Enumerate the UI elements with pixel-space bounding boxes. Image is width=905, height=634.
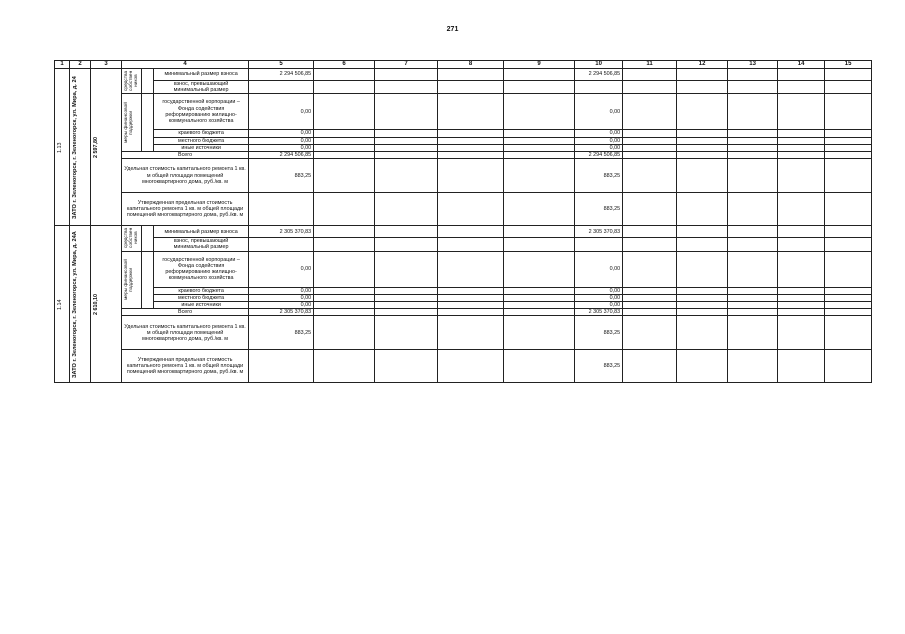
- empty-cell-col-12: [677, 287, 728, 294]
- empty-cell-col-15: [825, 144, 872, 151]
- col-header: 14: [778, 61, 825, 69]
- empty-cell-col-9: [504, 301, 575, 308]
- empty-cell-col-6: [314, 193, 375, 226]
- empty-cell-col-15: [825, 80, 872, 93]
- empty-cell-col-12: [677, 80, 728, 93]
- row-number: [55, 68, 70, 225]
- col-header: 4: [122, 61, 249, 69]
- empty-cell-col-8: [438, 130, 504, 137]
- empty-cell-col-8: [438, 226, 504, 238]
- empty-cell-col-12: [677, 316, 728, 350]
- empty-cell-col-13: [728, 226, 778, 238]
- table-row: [55, 316, 872, 350]
- empty-cell-col-9: [504, 80, 575, 93]
- empty-cell-col-7: [375, 294, 438, 301]
- empty-cell-col-7: [375, 316, 438, 350]
- empty-cell-col-12: [677, 68, 728, 80]
- unit-cost-label: Удельная стоимость капитального ремонта 1 кв. м общей площади помещений многоквартирного дома, руб./кв. м: [122, 316, 249, 350]
- empty-cell-col-15: [825, 193, 872, 226]
- row-number-text: 1.13: [57, 141, 63, 153]
- empty-cell-col-12: [677, 94, 728, 130]
- empty-cell-col-12: [677, 238, 728, 251]
- support-label-text: меры финансовой поддержки: [124, 259, 135, 301]
- empty-cell-col-6: [314, 130, 375, 137]
- total-label: Всего: [122, 151, 249, 158]
- empty-cell-col-7: [375, 350, 438, 383]
- support-spacer: [142, 94, 154, 152]
- address: [70, 68, 91, 225]
- empty-cell-col-9: [504, 94, 575, 130]
- empty-cell-col-13: [728, 137, 778, 144]
- regional-c10: 0,00: [575, 287, 623, 294]
- empty-cell-col-5: [249, 80, 314, 93]
- empty-cell-col-11: [623, 80, 677, 93]
- own-funds-label-text: средства собствен ников: [124, 70, 140, 92]
- empty-cell-col-14: [778, 301, 825, 308]
- empty-cell-col-11: [623, 144, 677, 151]
- min-contribution-c10: 2 305 370,83: [575, 226, 623, 238]
- state-corp-c10: 0,00: [575, 251, 623, 287]
- empty-cell-col-11: [623, 159, 677, 193]
- row-number-text: 1.14: [57, 298, 63, 310]
- area-text: 2 597,80: [93, 136, 99, 158]
- empty-cell-col-6: [314, 294, 375, 301]
- empty-cell-col-14: [778, 151, 825, 158]
- limit-cost-c10: 883,25: [575, 350, 623, 383]
- empty-cell-col-7: [375, 144, 438, 151]
- empty-cell-col-9: [504, 151, 575, 158]
- area: [91, 68, 122, 225]
- empty-cell-col-6: [314, 137, 375, 144]
- local-c10: 0,00: [575, 294, 623, 301]
- empty-cell-col-14: [778, 137, 825, 144]
- min-contribution-c5: 2 294 506,85: [249, 68, 314, 80]
- total-c10: 2 294 506,85: [575, 151, 623, 158]
- empty-cell-col-15: [825, 350, 872, 383]
- empty-cell-col-8: [438, 159, 504, 193]
- empty-cell-col-6: [314, 159, 375, 193]
- table-row: [55, 68, 872, 80]
- empty-cell-col-8: [438, 294, 504, 301]
- empty-cell-col-15: [825, 94, 872, 130]
- table-row: [55, 301, 872, 308]
- min-contribution-c10: 2 294 506,85: [575, 68, 623, 80]
- own-funds-label: [122, 226, 142, 251]
- empty-cell-col-7: [375, 251, 438, 287]
- address: [70, 226, 91, 383]
- empty-cell-col-9: [504, 287, 575, 294]
- empty-cell-col-8: [438, 251, 504, 287]
- empty-cell-col-8: [438, 94, 504, 130]
- empty-cell-col-8: [438, 144, 504, 151]
- address-text: ЗАТО г. Зеленогорск, г. Зеленогорск, ул. Мира, д. 24А: [72, 230, 78, 378]
- empty-cell-col-15: [825, 151, 872, 158]
- empty-cell-col-8: [438, 151, 504, 158]
- empty-cell-col-6: [314, 350, 375, 383]
- empty-cell-col-15: [825, 130, 872, 137]
- min-contribution-c5: 2 305 370,83: [249, 226, 314, 238]
- empty-cell-col-10: [575, 80, 623, 93]
- empty-cell-col-6: [314, 144, 375, 151]
- empty-cell-col-11: [623, 251, 677, 287]
- empty-cell-col-12: [677, 193, 728, 226]
- empty-cell-col-13: [728, 251, 778, 287]
- empty-cell-col-13: [728, 94, 778, 130]
- limit-cost-label: Утвержденная предельная стоимость капитального ремонта 1 кв. м общей площади помещений многоквартирного дома, руб./кв. м: [122, 350, 249, 383]
- empty-cell-col-5: [249, 350, 314, 383]
- table-row: [55, 238, 872, 251]
- empty-cell-col-9: [504, 309, 575, 316]
- empty-cell-col-7: [375, 130, 438, 137]
- table-row: [55, 226, 872, 238]
- local-label: местного бюджета: [154, 294, 249, 301]
- empty-cell-col-15: [825, 238, 872, 251]
- empty-cell-col-15: [825, 137, 872, 144]
- empty-cell-col-6: [314, 301, 375, 308]
- empty-cell-col-5: [249, 238, 314, 251]
- empty-cell-col-7: [375, 238, 438, 251]
- empty-cell-col-9: [504, 144, 575, 151]
- regional-label: краевого бюджета: [154, 287, 249, 294]
- empty-cell-col-6: [314, 251, 375, 287]
- local-c10: 0,00: [575, 137, 623, 144]
- local-c5: 0,00: [249, 294, 314, 301]
- empty-cell-col-14: [778, 294, 825, 301]
- empty-cell-col-6: [314, 68, 375, 80]
- empty-cell-col-12: [677, 251, 728, 287]
- area-text: 2 610,10: [93, 293, 99, 315]
- empty-cell-col-9: [504, 350, 575, 383]
- empty-cell-col-14: [778, 287, 825, 294]
- empty-cell-col-6: [314, 80, 375, 93]
- min-contribution-label: минимальный размер взноса: [154, 226, 249, 238]
- empty-cell-col-13: [728, 151, 778, 158]
- empty-cell-col-6: [314, 226, 375, 238]
- empty-cell-col-9: [504, 251, 575, 287]
- col-header: 6: [314, 61, 375, 69]
- table-row: [55, 94, 872, 130]
- empty-cell-col-11: [623, 137, 677, 144]
- header-row: [55, 61, 872, 69]
- col-header: 1: [55, 61, 70, 69]
- empty-cell-col-13: [728, 309, 778, 316]
- empty-cell-col-14: [778, 316, 825, 350]
- support-label: [122, 251, 142, 309]
- col-header: 2: [70, 61, 91, 69]
- empty-cell-col-15: [825, 251, 872, 287]
- col-header: 7: [375, 61, 438, 69]
- empty-cell-col-12: [677, 294, 728, 301]
- empty-cell-col-14: [778, 193, 825, 226]
- own-funds-label: [122, 68, 142, 93]
- empty-cell-col-13: [728, 159, 778, 193]
- unit-cost-c5: 883,25: [249, 316, 314, 350]
- support-spacer: [142, 251, 154, 309]
- empty-cell-col-13: [728, 238, 778, 251]
- empty-cell-col-11: [623, 350, 677, 383]
- empty-cell-col-11: [623, 130, 677, 137]
- empty-cell-col-8: [438, 68, 504, 80]
- empty-cell-col-11: [623, 294, 677, 301]
- empty-cell-col-12: [677, 226, 728, 238]
- empty-cell-col-14: [778, 80, 825, 93]
- limit-cost-label: Утвержденная предельная стоимость капитального ремонта 1 кв. м общей площади помещений многоквартирного дома, руб./кв. м: [122, 193, 249, 226]
- empty-cell-col-9: [504, 316, 575, 350]
- empty-cell-col-6: [314, 151, 375, 158]
- empty-cell-col-7: [375, 226, 438, 238]
- limit-cost-c10: 883,25: [575, 193, 623, 226]
- table-row: [55, 287, 872, 294]
- empty-cell-col-12: [677, 350, 728, 383]
- empty-cell-col-7: [375, 287, 438, 294]
- over-min-label: взнос, превышающий минимальный размер: [154, 238, 249, 251]
- empty-cell-col-12: [677, 159, 728, 193]
- empty-cell-col-14: [778, 130, 825, 137]
- table-row: [55, 251, 872, 287]
- own-funds-spacer: [142, 226, 154, 251]
- empty-cell-col-14: [778, 251, 825, 287]
- empty-cell-col-8: [438, 350, 504, 383]
- empty-cell-col-5: [249, 193, 314, 226]
- empty-cell-col-7: [375, 301, 438, 308]
- empty-cell-col-10: [575, 238, 623, 251]
- empty-cell-col-15: [825, 294, 872, 301]
- state-corp-c5: 0,00: [249, 251, 314, 287]
- empty-cell-col-14: [778, 350, 825, 383]
- page-number: 271: [446, 26, 459, 33]
- empty-cell-col-14: [778, 238, 825, 251]
- col-header: 13: [728, 61, 778, 69]
- support-label-text: меры финансовой поддержки: [124, 102, 135, 144]
- row-number: [55, 226, 70, 383]
- empty-cell-col-6: [314, 94, 375, 130]
- empty-cell-col-11: [623, 301, 677, 308]
- empty-cell-col-9: [504, 159, 575, 193]
- other-c10: 0,00: [575, 301, 623, 308]
- other-label: иные источники: [154, 144, 249, 151]
- empty-cell-col-15: [825, 226, 872, 238]
- empty-cell-col-12: [677, 137, 728, 144]
- table-row: [55, 294, 872, 301]
- unit-cost-label: Удельная стоимость капитального ремонта 1 кв. м общей площади помещений многоквартирного дома, руб./кв. м: [122, 159, 249, 193]
- state-corp-c5: 0,00: [249, 94, 314, 130]
- empty-cell-col-8: [438, 316, 504, 350]
- unit-cost-c5: 883,25: [249, 159, 314, 193]
- other-c10: 0,00: [575, 144, 623, 151]
- other-label: иные источники: [154, 301, 249, 308]
- empty-cell-col-7: [375, 151, 438, 158]
- empty-cell-col-11: [623, 151, 677, 158]
- state-corp-label: государственной корпорации – Фонда содействия реформированию жилищно-коммунального хозяйства: [154, 94, 249, 130]
- empty-cell-col-12: [677, 301, 728, 308]
- empty-cell-col-14: [778, 309, 825, 316]
- empty-cell-col-14: [778, 226, 825, 238]
- col-header: 5: [249, 61, 314, 69]
- empty-cell-col-9: [504, 68, 575, 80]
- empty-cell-col-9: [504, 137, 575, 144]
- empty-cell-col-13: [728, 301, 778, 308]
- empty-cell-col-12: [677, 144, 728, 151]
- state-corp-c10: 0,00: [575, 94, 623, 130]
- empty-cell-col-12: [677, 130, 728, 137]
- empty-cell-col-8: [438, 137, 504, 144]
- regional-c5: 0,00: [249, 130, 314, 137]
- empty-cell-col-8: [438, 301, 504, 308]
- col-header: 10: [575, 61, 623, 69]
- other-c5: 0,00: [249, 301, 314, 308]
- empty-cell-col-11: [623, 193, 677, 226]
- table-row: [55, 159, 872, 193]
- empty-cell-col-8: [438, 193, 504, 226]
- col-header: 12: [677, 61, 728, 69]
- table-row: [55, 193, 872, 226]
- empty-cell-col-8: [438, 238, 504, 251]
- unit-cost-c10: 883,25: [575, 316, 623, 350]
- empty-cell-col-8: [438, 287, 504, 294]
- support-label: [122, 94, 142, 152]
- table-row: [55, 350, 872, 383]
- empty-cell-col-13: [728, 316, 778, 350]
- empty-cell-col-13: [728, 130, 778, 137]
- other-c5: 0,00: [249, 144, 314, 151]
- address-text: ЗАТО г. Зеленогорск, г. Зеленогорск, ул. Мира, д. 24: [72, 75, 78, 219]
- empty-cell-col-6: [314, 238, 375, 251]
- table-row: [55, 144, 872, 151]
- empty-cell-col-13: [728, 350, 778, 383]
- empty-cell-col-15: [825, 287, 872, 294]
- unit-cost-c10: 883,25: [575, 159, 623, 193]
- regional-c10: 0,00: [575, 130, 623, 137]
- col-header: 9: [504, 61, 575, 69]
- empty-cell-col-12: [677, 151, 728, 158]
- empty-cell-col-7: [375, 80, 438, 93]
- empty-cell-col-15: [825, 159, 872, 193]
- empty-cell-col-7: [375, 137, 438, 144]
- total-c5: 2 305 370,83: [249, 309, 314, 316]
- col-header: 3: [91, 61, 122, 69]
- empty-cell-col-13: [728, 287, 778, 294]
- empty-cell-col-8: [438, 80, 504, 93]
- empty-cell-col-13: [728, 80, 778, 93]
- local-label: местного бюджета: [154, 137, 249, 144]
- empty-cell-col-6: [314, 316, 375, 350]
- empty-cell-col-11: [623, 94, 677, 130]
- col-header: 15: [825, 61, 872, 69]
- empty-cell-col-6: [314, 309, 375, 316]
- empty-cell-col-11: [623, 309, 677, 316]
- empty-cell-col-9: [504, 130, 575, 137]
- own-funds-label-text: средства собствен ников: [124, 228, 140, 249]
- empty-cell-col-6: [314, 287, 375, 294]
- col-header: 11: [623, 61, 677, 69]
- empty-cell-col-12: [677, 309, 728, 316]
- empty-cell-col-7: [375, 94, 438, 130]
- empty-cell-col-14: [778, 94, 825, 130]
- empty-cell-col-13: [728, 294, 778, 301]
- table-row: [55, 130, 872, 137]
- empty-cell-col-7: [375, 68, 438, 80]
- table-row: [55, 151, 872, 158]
- empty-cell-col-14: [778, 159, 825, 193]
- capital-repair-table: [54, 60, 872, 383]
- empty-cell-col-9: [504, 238, 575, 251]
- empty-cell-col-7: [375, 193, 438, 226]
- empty-cell-col-15: [825, 309, 872, 316]
- own-funds-spacer: [142, 68, 154, 93]
- total-c10: 2 305 370,83: [575, 309, 623, 316]
- regional-c5: 0,00: [249, 287, 314, 294]
- regional-label: краевого бюджета: [154, 130, 249, 137]
- empty-cell-col-14: [778, 68, 825, 80]
- empty-cell-col-15: [825, 316, 872, 350]
- table-row: [55, 309, 872, 316]
- empty-cell-col-11: [623, 287, 677, 294]
- empty-cell-col-11: [623, 68, 677, 80]
- empty-cell-col-13: [728, 68, 778, 80]
- over-min-label: взнос, превышающий минимальный размер: [154, 80, 249, 93]
- empty-cell-col-11: [623, 226, 677, 238]
- empty-cell-col-7: [375, 159, 438, 193]
- empty-cell-col-13: [728, 193, 778, 226]
- min-contribution-label: минимальный размер взноса: [154, 68, 249, 80]
- empty-cell-col-11: [623, 238, 677, 251]
- empty-cell-col-7: [375, 309, 438, 316]
- empty-cell-col-11: [623, 316, 677, 350]
- empty-cell-col-8: [438, 309, 504, 316]
- empty-cell-col-13: [728, 144, 778, 151]
- empty-cell-col-15: [825, 68, 872, 80]
- total-c5: 2 294 506,85: [249, 151, 314, 158]
- table-row: [55, 137, 872, 144]
- empty-cell-col-14: [778, 144, 825, 151]
- empty-cell-col-15: [825, 301, 872, 308]
- table-row: [55, 80, 872, 93]
- state-corp-label: государственной корпорации – Фонда содействия реформированию жилищно-коммунального хозяйства: [154, 251, 249, 287]
- empty-cell-col-9: [504, 294, 575, 301]
- empty-cell-col-9: [504, 226, 575, 238]
- area: [91, 226, 122, 383]
- empty-cell-col-9: [504, 193, 575, 226]
- col-header: 8: [438, 61, 504, 69]
- total-label: Всего: [122, 309, 249, 316]
- local-c5: 0,00: [249, 137, 314, 144]
